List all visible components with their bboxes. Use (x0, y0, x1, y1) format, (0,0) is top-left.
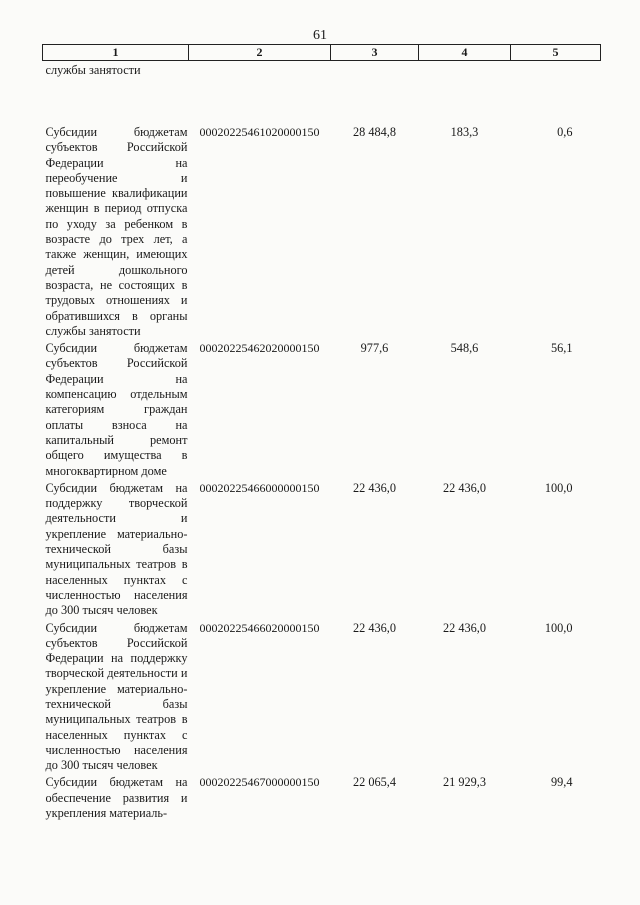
page-number: 61 (313, 28, 327, 43)
row-value-5: 56,1 (550, 341, 573, 356)
row-name: Субсидии бюджетам на поддержку творческой деятельности и укрепление материально-технической базы муниципальных театров в населенных пунктах с численностью населения до 300 тысяч человек (45, 480, 188, 618)
column-header-4: 4 (419, 45, 511, 61)
row-name: Субсидии бюджетам субъектов Российской Федерации на переобучение и повышение квалификации женщин в период отпуска по уходу за ребенком в возрасте до трех лет, а также женщин, имеющих детей дошкольного возраста, не состоящих в трудовых отношениях и обратившихся в органы службы занятости (45, 125, 188, 338)
continuation-text: службы занятости (45, 63, 141, 77)
row-name: Субсидии бюджетам субъектов Российской Федерации на поддержку творческой деятельности и укрепление материально-технической базы муниципальных театров в населенных пунктах с численностью населения до 300 тысяч человек (45, 620, 188, 773)
row-value-5: 100,0 (544, 480, 573, 495)
table-row (43, 61, 601, 116)
row-code: 00020225466020000150 (199, 620, 320, 635)
row-value-3: 977,6 (360, 341, 389, 356)
row-value-4: 183,3 (450, 125, 479, 139)
row-value-4: 548,6 (450, 341, 479, 356)
row-value-4: 21 929,3 (442, 775, 487, 790)
table-row (43, 773, 601, 821)
column-header-2: 2 (189, 45, 331, 61)
column-header-5: 5 (511, 45, 601, 61)
row-value-3: 28 484,8 (352, 125, 397, 139)
row-value-3: 22 436,0 (352, 620, 397, 635)
table-row (43, 339, 601, 479)
table-row (43, 479, 601, 619)
row-value-5: 99,4 (550, 775, 573, 790)
row-value-3: 22 436,0 (352, 480, 397, 495)
column-header-3: 3 (331, 45, 419, 61)
row-code: 00020225461020000150 (199, 125, 320, 139)
row-value-4: 22 436,0 (442, 480, 487, 495)
row-name: Субсидии бюджетам субъектов Российской Федерации на компенсацию отдельным категориям граждан оплаты взноса на капитальный ремонт общего имущества в многоквартирном доме (45, 341, 188, 478)
row-code: 00020225462020000150 (199, 341, 320, 356)
row-value-4: 22 436,0 (442, 620, 487, 635)
table-row (43, 115, 601, 339)
row-name: Субсидии бюджетам на обеспечение развития и укрепления материаль- (45, 775, 188, 821)
header-row (43, 45, 601, 61)
row-value-5: 0,6 (557, 125, 573, 139)
budget-table-grid (42, 44, 601, 821)
budget-table (42, 44, 600, 821)
row-code: 00020225466000000150 (199, 480, 320, 495)
column-header-1: 1 (43, 45, 189, 61)
row-code: 00020225467000000150 (199, 775, 320, 790)
row-value-5: 100,0 (544, 620, 573, 635)
row-value-3: 22 065,4 (352, 775, 397, 790)
table-row (43, 619, 601, 774)
